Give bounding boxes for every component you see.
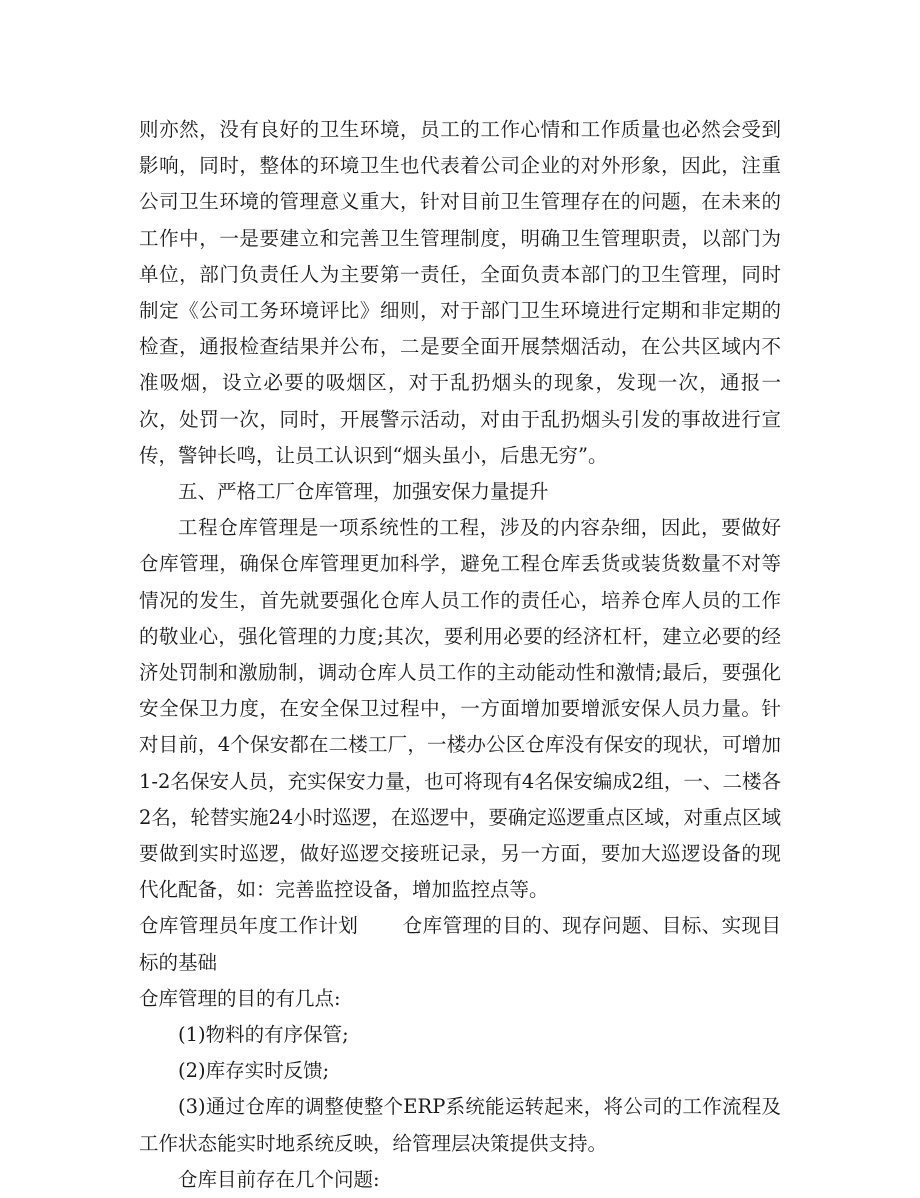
document-body [139, 112, 781, 1198]
paragraph-purpose-intro: 仓库管理的目的有几点: [139, 986, 341, 1010]
list-item-purpose-1: (1)物料的有序保管; [178, 1023, 349, 1047]
list-item-purpose-2: (2)库存实时反馈; [178, 1059, 330, 1083]
paragraph-problems-intro: 仓库目前存在几个问题: [178, 1167, 380, 1191]
plan-heading-line [139, 908, 781, 980]
paragraph-warehouse-management: 工程仓库管理是一项系统性的工程，涉及的内容杂细，因此，要做好仓库管理，确保仓库管理更加科学，避免工程仓库丢货或装货数量不对等情况的发生，首先就要强化仓库人员工作的责任心，培养仓库人员的工作的敬业心，强化管理的力度;其次，要利用必要的经济杠杆，建立必要的经济处罚制和激励制，调动仓库人员工作的主动能动性和激情;最后，要强化安全保卫力度，在安全保卫过程中，一方面增加要增派安保人员力量。针对目前，4个保安都在二楼工厂，一楼办公区仓库没有保安的现状，可增加1-2名保安人员，充实保安力量，也可将现有4名保安编成2组，一、二楼各2名，轮替实施24小时巡逻，在巡逻中，要确定巡逻重点区域，对重点区域要做到实时巡逻，做好巡逻交接班记录，另一方面，要加大巡逻设备的现代化配备，如：完善监控设备，增加监控点等。 [139, 516, 781, 902]
plan-subtitle: 仓库管理的目的、现存问题、目标、实现目标的基础 [139, 914, 781, 974]
plan-title: 仓库管理员年度工作计划 [139, 914, 359, 938]
list-item-purpose-3: (3)通过仓库的调整使整个ERP系统能运转起来，将公司的工作流程及工作状态能实时地系统反映，给管理层决策提供支持。 [139, 1095, 781, 1155]
paragraph-hygiene: 则亦然，没有良好的卫生环境，员工的工作心情和工作质量也必然会受到影响，同时，整体的环境卫生也代表着公司企业的对外形象，因此，注重公司卫生环境的管理意义重大，针对目前卫生管理存在的问题，在未来的工作中，一是要建立和完善卫生管理制度，明确卫生管理职责，以部门为单位，部门负责任人为主要第一责任，全面负责本部门的卫生管理，同时制定《公司工务环境评比》细则，对于部门卫生环境进行定期和非定期的检查，通报检查结果并公布，二是要全面开展禁烟活动，在公共区域内不准吸烟，设立必要的吸烟区，对于乱扔烟头的现象，发现一次，通报一次，处罚一次，同时，开展警示活动，对由于乱扔烟头引发的事故进行宣传，警钟长鸣，让员工认识到“烟头虽小，后患无穷”。 [139, 118, 781, 467]
section-heading-warehouse-security: 五、严格工厂仓库管理，加强安保力量提升 [178, 480, 549, 504]
